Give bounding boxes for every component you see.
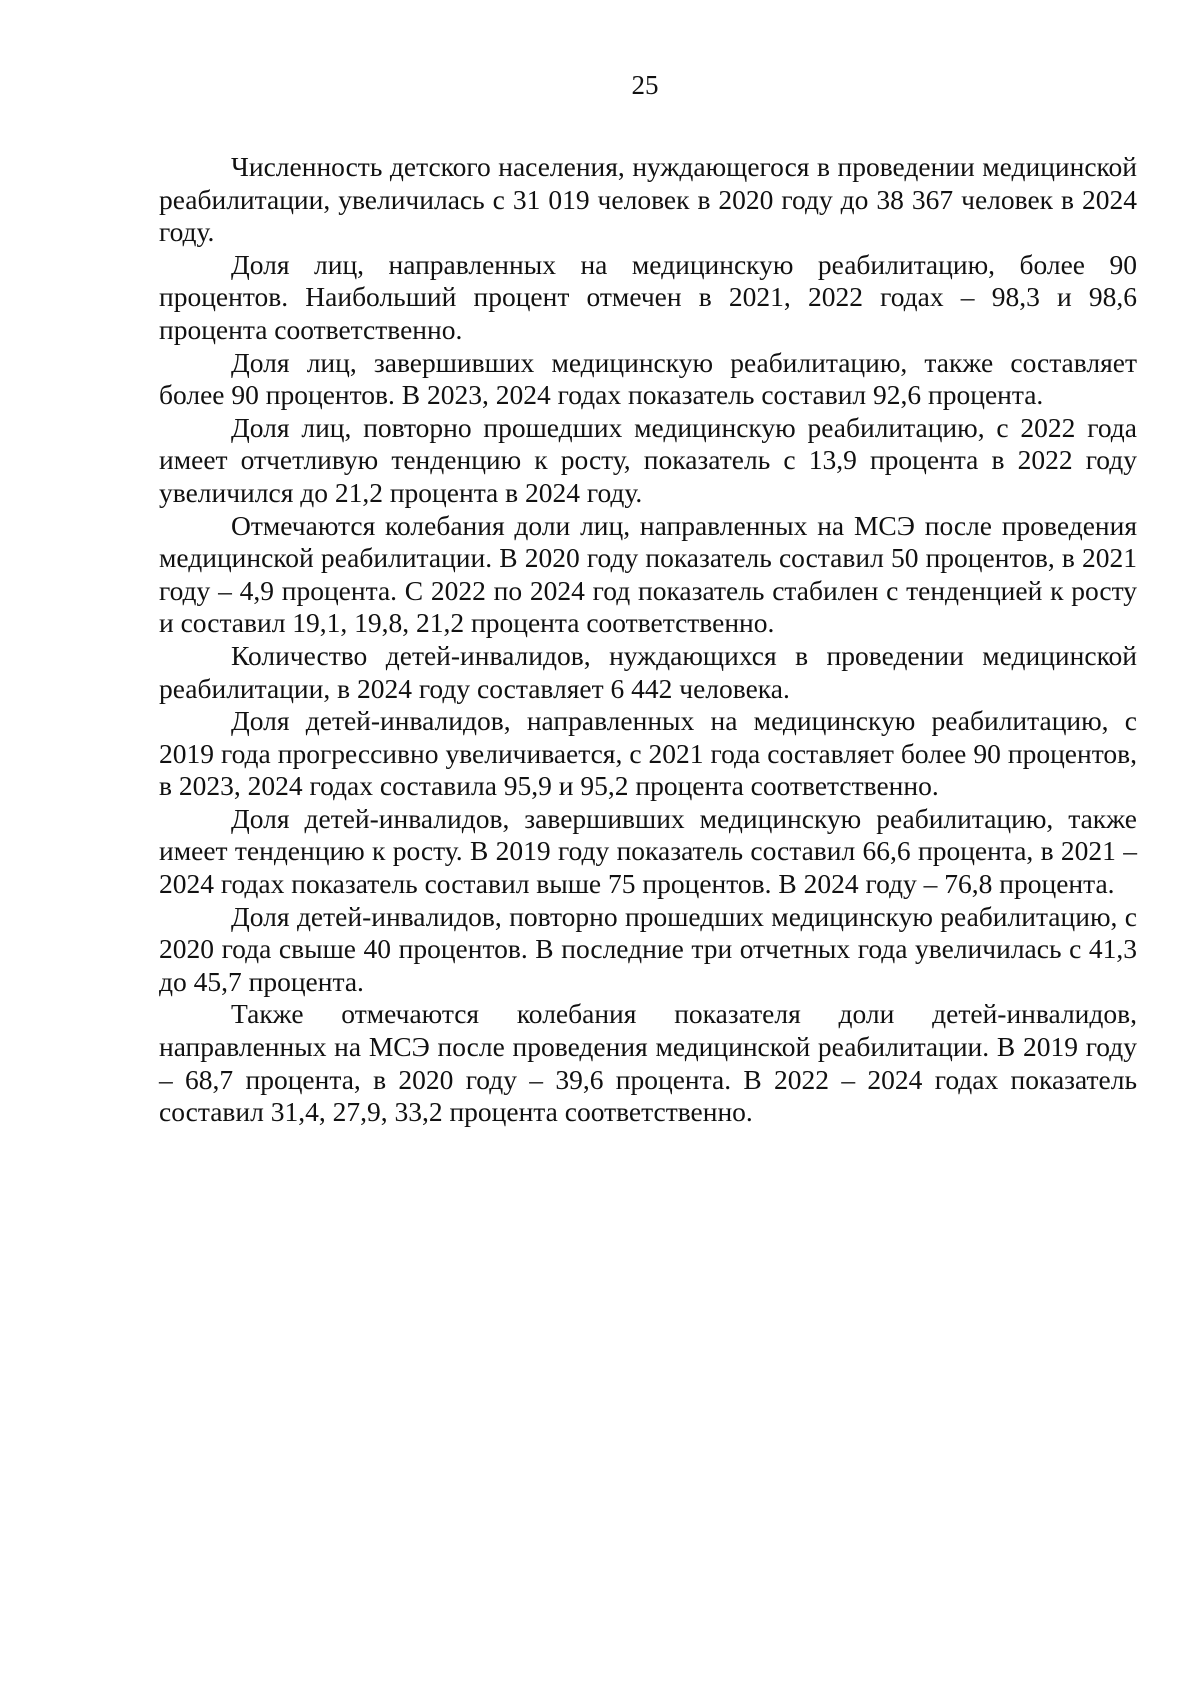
paragraph-disabled-children-repeat: Доля детей-инвалидов, повторно прошедших медицинскую реабилитацию, с 2020 года свыше 40 процентов. В последние три отчетных года увеличилась с 41,3 до 45,7 процента.	[159, 900, 1137, 997]
paragraph-disabled-children-mse: Также отмечаются колебания показателя доли детей-инвалидов, направленных на МСЭ после проведения медицинской реабилитации. В 2019 году – 68,7 процента, в 2020 году – 39,6 процента. В 2022 – 2024 годах показатель составил 31,4, 27,9, 33,2 процента соответственно.	[159, 998, 1137, 1128]
paragraph-repeat-share: Доля лиц, повторно прошедших медицинскую реабилитацию, с 2022 года имеет отчетливую тенденцию к росту, показатель с 13,9 процента в 2022 году увеличился до 21,2 процента в 2024 году.	[159, 411, 1137, 508]
paragraph-disabled-children-count: Количество детей-инвалидов, нуждающихся в проведении медицинской реабилитации, в 2024 году составляет 6 442 человека.	[159, 639, 1137, 704]
paragraph-child-population: Численность детского населения, нуждающегося в проведении медицинской реабилитации, увеличилась с 31 019 человек в 2020 году до 38 367 человек в 2024 году.	[159, 151, 1137, 248]
paragraph-disabled-children-completed: Доля детей-инвалидов, завершивших медицинскую реабилитацию, также имеет тенденцию к росту. В 2019 году показатель составил 66,6 процента, в 2021 – 2024 годах показатель составил выше 75 процентов. В 2024 году – 76,8 процента.	[159, 802, 1137, 900]
paragraph-mse-referral: Отмечаются колебания доли лиц, направленных на МСЭ после проведения медицинской реабилитации. В 2020 году показатель составил 50 процентов, в 2021 году – 4,9 процента. С 2022 по 2024 год показатель стабилен с тенденцией к росту и составил 19,1, 19,8, 21,2 процента соответственно.	[159, 509, 1137, 639]
body-text	[159, 151, 1137, 1129]
paragraph-completed-share: Доля лиц, завершивших медицинскую реабилитацию, также составляет более 90 процентов. В 2023, 2024 годах показатель составил 92,6 процента.	[159, 346, 1137, 411]
paragraph-referred-share: Доля лиц, направленных на медицинскую реабилитацию, более 90 процентов. Наибольший процент отмечен в 2021, 2022 годах – 98,3 и 98,6 процента соответственно.	[159, 248, 1137, 345]
paragraph-disabled-children-referred: Доля детей-инвалидов, направленных на медицинскую реабилитацию, с 2019 года прогрессивно увеличивается, с 2021 года составляет более 90 процентов, в 2023, 2024 годах составила 95,9 и 95,2 процента соответственно.	[159, 705, 1137, 802]
page-number: 25	[631, 70, 659, 100]
